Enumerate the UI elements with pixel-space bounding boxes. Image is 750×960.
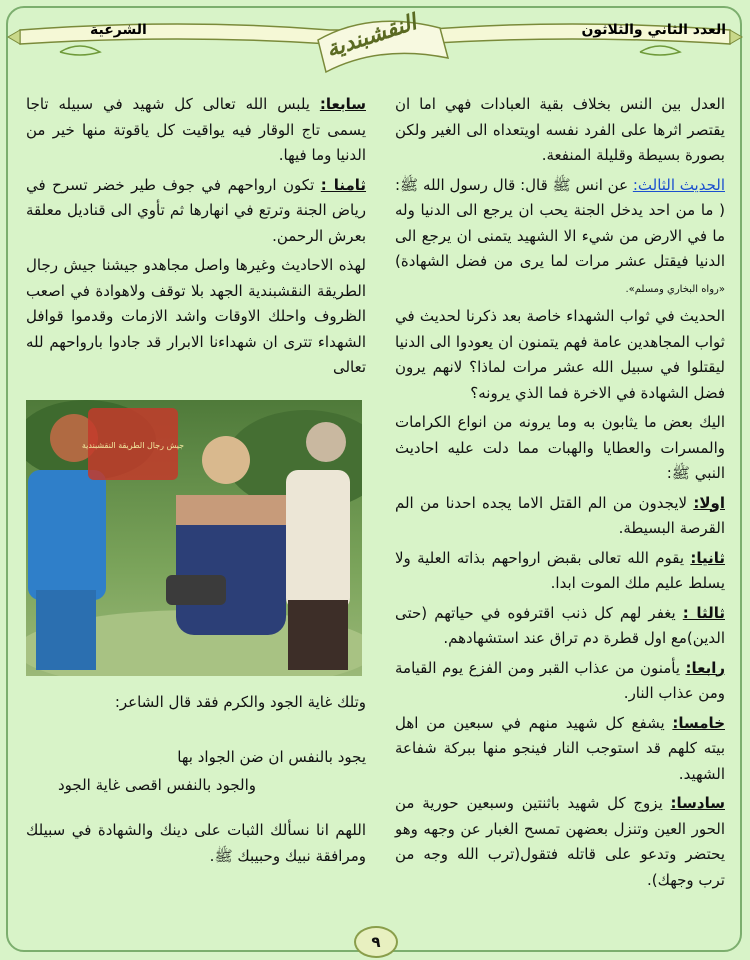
hadith-label: الحديث الثالث:: [632, 175, 725, 194]
item-label: سابعا:: [319, 95, 366, 113]
logo-text: جيش رجال الطريقة النقشبندية: [81, 441, 185, 450]
fighters-photo: [26, 400, 362, 676]
section-label: الشرعية: [90, 22, 147, 38]
item-text: يلبس الله تعالى كل شهيد في سبيله تاجا يسمى تاج الوقار فيه يواقيت كل ياقوتة منها خير من الدنيا وما فيها.: [26, 95, 366, 164]
item-text: يغفر لهم كل ذنب اقترفوه في حياتهم (حتى الدين)مع اول قطرة دم تراق عند استشهادهم.: [395, 603, 725, 647]
closing-prayer: اللهم انا نسألك الثبات على دينك والشهادة في سبيلك ومرافقة نبيك وحبيبك ﷺ.: [26, 821, 366, 865]
poem-line-2: والجود بالنفس اقصى غاية الجود: [57, 776, 256, 794]
list-item: [395, 601, 725, 652]
item-label: خامسا:: [672, 713, 725, 732]
item-text: يشفع كل شهيد منهم في سبعين من اهل بيته كلهم قد استوجب النار فينجو منها ببركة شفاعة الشهيد.: [395, 713, 725, 783]
item-label: ثامنا :: [320, 175, 367, 194]
item-label: رابعا:: [685, 658, 725, 677]
photo-illustration: [26, 400, 362, 676]
paragraph: اليك بعض ما يثابون به وما يرونه من انواع الكرامات والمسرات والعطايا والهبات مما دلت عليه احاديث النبي ﷺ:: [395, 413, 725, 482]
right-column: [395, 92, 725, 897]
list-item: [395, 656, 725, 707]
paragraph: لهذه الاحاديث وغيرها واصل مجاهدو جيشنا جيش رجال الطريقة النقشبندية الجهد بلا توقف ولاهوادة في اصعب الظروف واحلك الاوقات واشد الازمات وقدموا قوافل الشهداء تترى ان شهداءنا الابرار قد جادوا بارواحهم لله تعالى: [26, 256, 366, 376]
hadith-reference: «رواه البخاري ومسلم».: [625, 283, 725, 295]
poem-intro: وتلك غاية الجود والكرم فقد قال الشاعر:: [114, 693, 366, 711]
page-number: ٩: [354, 926, 398, 958]
item-label: سادسا:: [670, 794, 725, 812]
item-label: اولا:: [693, 493, 725, 512]
list-item: [26, 173, 366, 250]
poem-line-1: يجود بالنفس ان ضن الجواد بها: [177, 748, 366, 766]
magazine-title: النقشبندية: [323, 10, 420, 63]
item-text: تكون ارواحهم في جوف طير خضر تسرح في رياض الجنة وترتع في انهارها ثم تأوي الى قناديل معلقة بعرش الرحمن.: [26, 175, 366, 245]
hadith-text: عن انس ﷺ قال: قال رسول الله ﷺ: ( ما من احد يدخل الجنة يحب ان يرجع الى الدنيا وله ما في الارض من شيء الا الشهيد يتمنى ان يرجع الى الدنيا فيقتل عشر مرات لما يرى من فضل الشهادة): [395, 175, 725, 270]
item-text: يأمنون من عذاب القبر ومن الفزع يوم القيامة ومن عذاب النار.: [395, 658, 725, 702]
list-item: [395, 791, 725, 893]
item-label: ثالثا :: [682, 603, 725, 622]
list-item: [26, 92, 366, 169]
list-item: [395, 711, 725, 788]
hadith-three: [395, 173, 725, 301]
header-banner: [0, 0, 750, 80]
paragraph: العدل بين النس بخلاف بقية العبادات فهي اما ان يقتصر اثرها على الفرد نفسه اويتعداه الى الغير ولكن بصورة بسيطة وقليلة المنفعة.: [395, 95, 725, 164]
left-column: [26, 92, 366, 385]
list-item: [395, 546, 725, 597]
paragraph: الحديث في ثواب الشهداء خاصة بعد ذكرنا لحديث في ثواب المجاهدين عامة فهم يتمنون ان يعودوا الى الدنيا ليقتلوا في سبيل الله عشر مرات لماذا؟ لانهم يرون فضل الشهادة في الاخرة فما الذي يرونه؟: [395, 307, 725, 402]
issue-label: العدد الثاني والثلاثون: [581, 22, 726, 38]
item-label: ثانيا:: [690, 548, 725, 567]
item-text: لايجدون من الم القتل الاما يجده احدنا من الم القرصة البسيطة.: [395, 493, 725, 537]
item-text: يزوج كل شهيد باثنتين وسبعين حورية من الحور العين وتنزل بعضهن تمسح الغبار عن وجهه وهو يحتضر وتدعو على قاتله فتقول(ترب الله وجه من ترب وجهك).: [395, 794, 725, 889]
list-item: [395, 491, 725, 542]
item-text: يقوم الله تعالى بقبض ارواحهم بذاته العلية ولا يسلط عليم ملك الموت ابدا.: [395, 548, 725, 592]
